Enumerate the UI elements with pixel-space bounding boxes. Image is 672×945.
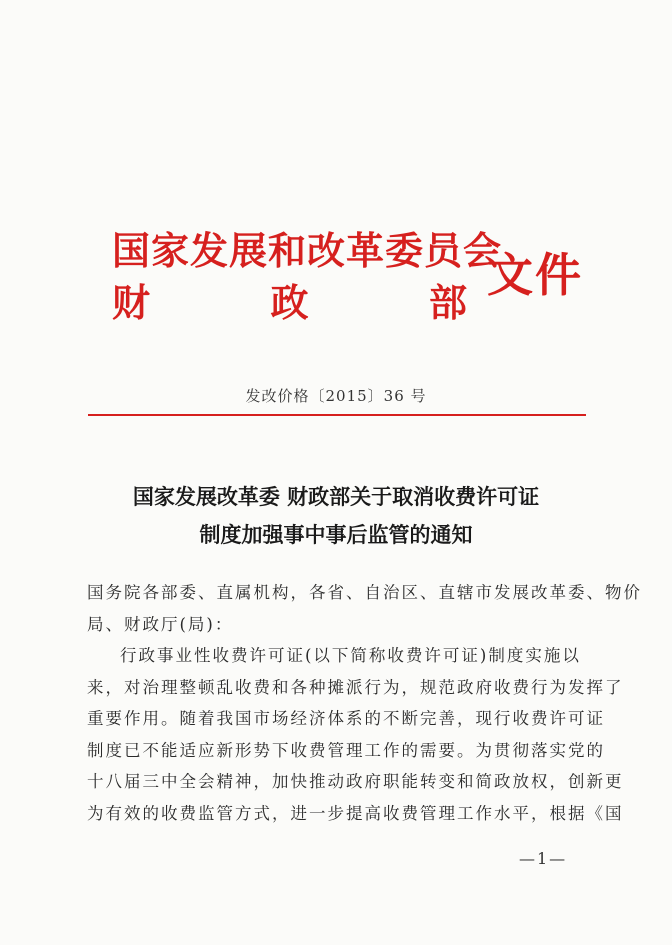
body-paragraph-line: 来，对治理整顿乱收费和各种摊派行为，规范政府收费行为发挥了 — [87, 677, 624, 697]
letterhead-org-mof — [112, 280, 468, 325]
body-paragraph-line: 制度已不能适应新形势下收费管理工作的需要。为贯彻落实党的 — [87, 740, 605, 760]
body-paragraph-line: 为有效的收费监管方式，进一步提高收费管理工作水平，根据《国 — [87, 803, 624, 823]
page-number: —1— — [519, 849, 568, 868]
recipients-line: 国务院各部委、直属机构，各省、自治区、直辖市发展改革委、物价 — [87, 583, 642, 602]
body-paragraph-line: 十八届三中全会精神，加快推动政府职能转变和简政放权，创新更 — [87, 772, 624, 791]
document-body — [87, 577, 642, 829]
letterhead-org-mof-char: 部 — [428, 280, 468, 325]
body-paragraph-line: 行政事业性收费许可证(以下简称收费许可证)制度实施以 — [120, 646, 581, 665]
letterhead-org-ndrc: 国家发展和改革委员会 — [112, 228, 503, 273]
body-paragraph-line: 重要作用。随着我国市场经济体系的不断完善，现行收费许可证 — [87, 709, 605, 728]
red-separator-line — [88, 414, 586, 416]
letterhead-org-mof-char: 政 — [270, 280, 310, 325]
letterhead-org-mof-char: 财 — [112, 280, 152, 325]
document-number: 发改价格〔2015〕36 号 — [245, 387, 427, 405]
letterhead-suffix: 文件 — [487, 248, 583, 302]
document-title — [0, 478, 672, 554]
title-line-1: 国家发展改革委 财政部关于取消收费许可证 — [132, 484, 540, 509]
title-line-2: 制度加强事中事后监管的通知 — [199, 522, 473, 547]
recipients-line: 局、财政厅(局)： — [87, 614, 234, 634]
